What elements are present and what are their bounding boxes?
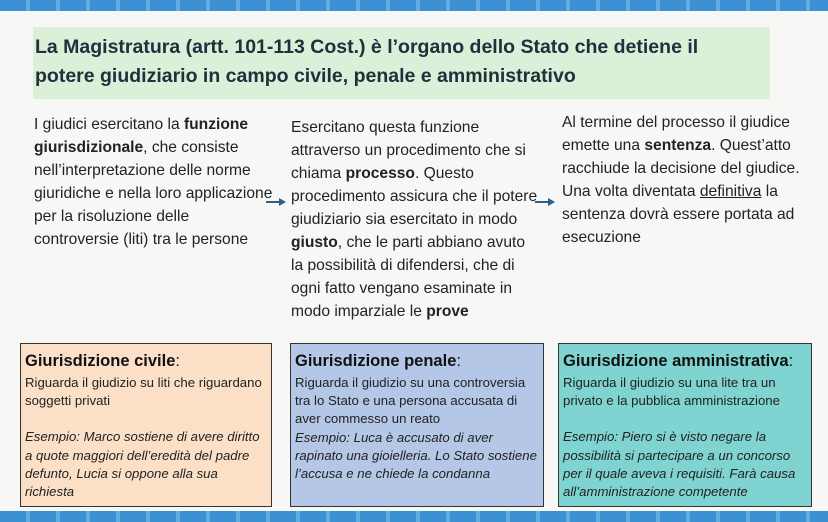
column-funzione	[34, 113, 274, 251]
col2-text-2: . Questo procedimento assicura che il potere giudiziario sia esercitato in modo	[291, 165, 538, 228]
col2-bold-processo: processo	[345, 165, 415, 182]
col2-bold-prove: prove	[426, 303, 469, 320]
col1-text-2: , che consiste nell’interpretazione delle norme giuridiche e nella loro applicazione per la risoluzione delle controversie (liti) tra le persone	[34, 139, 273, 248]
column-sentenza	[562, 111, 817, 249]
bottom-stripe	[0, 511, 828, 522]
box-penale-heading-text: Giurisdizione penale	[295, 352, 457, 370]
title-line-1: La Magistratura (artt. 101-113 Cost.) è l’organo dello Stato che detiene il	[35, 36, 699, 58]
col3-text-2: . Quest’atto racchiude la decisione del giudice. Una volta diventata	[562, 137, 800, 200]
box-penale-heading	[295, 350, 539, 372]
column-processo	[291, 116, 541, 323]
box-penale-description: Riguarda il giudizio su una controversia tra lo Stato e una persona accusata di aver commesso un reato	[295, 375, 526, 427]
box-civile-heading	[25, 350, 267, 372]
box-civile-colon: :	[175, 352, 180, 370]
col2-bold-giusto: giusto	[291, 234, 338, 251]
box-penale-example: Esempio: Luca è accusato di aver rapinato una gioielleria. Lo Stato sostiene l’accusa e ne chiede la condanna	[295, 429, 537, 482]
box-giurisdizione-amministrativa	[558, 343, 812, 507]
arrow-right-icon	[266, 197, 286, 207]
box-civile-description: Riguarda il giudizio su liti che riguardano soggetti privati	[25, 375, 262, 409]
col2-text-1: Esercitano questa funzione attraverso un procedimento che si chiama	[291, 119, 526, 182]
box-amministrativa-heading	[563, 350, 807, 372]
col2-text-3: , che le parti abbiano avuto la possibilità di difendersi, che di ogni fatto vengano esaminate in modo imparziale le	[291, 234, 526, 320]
col3-underline-definitiva: definitiva	[699, 183, 762, 200]
box-civile-example: Esempio: Marco sostiene di avere diritto a quote maggiori dell’eredità del padre defunto, Lucia si oppone alla sua richiesta	[25, 429, 260, 500]
col1-bold-funzione: funzione giurisdizionale	[34, 116, 249, 156]
title-line-2: potere giudiziario in campo civile, penale e amministrativo	[35, 65, 576, 87]
box-giurisdizione-civile	[20, 343, 272, 507]
box-amministrativa-heading-text: Giurisdizione amministrativa	[563, 352, 789, 370]
col3-text-1: Al termine del processo il giudice emette una	[562, 114, 790, 154]
top-stripe	[0, 0, 828, 11]
box-amministrativa-description: Riguarda il giudizio su una lite tra un privato e la pubblica amministrazione	[563, 375, 780, 409]
col1-text-1: I giudici esercitano la	[34, 116, 184, 133]
box-penale-colon: :	[456, 352, 461, 370]
box-civile-heading-text: Giurisdizione civile	[25, 352, 176, 370]
col3-text-3: la sentenza dovrà essere portata ad esecuzione	[562, 183, 795, 246]
box-amministrativa-colon: :	[788, 352, 794, 370]
col3-bold-sentenza: sentenza	[644, 137, 712, 154]
arrow-right-icon	[535, 197, 555, 207]
box-amministrativa-example: Esempio: Piero si è visto negare la possibilità si partecipare a un concorso per il quale aveva i requisiti. Farà causa all’amministrazione competente	[563, 429, 796, 500]
title-banner	[33, 27, 770, 99]
box-giurisdizione-penale	[290, 343, 544, 507]
